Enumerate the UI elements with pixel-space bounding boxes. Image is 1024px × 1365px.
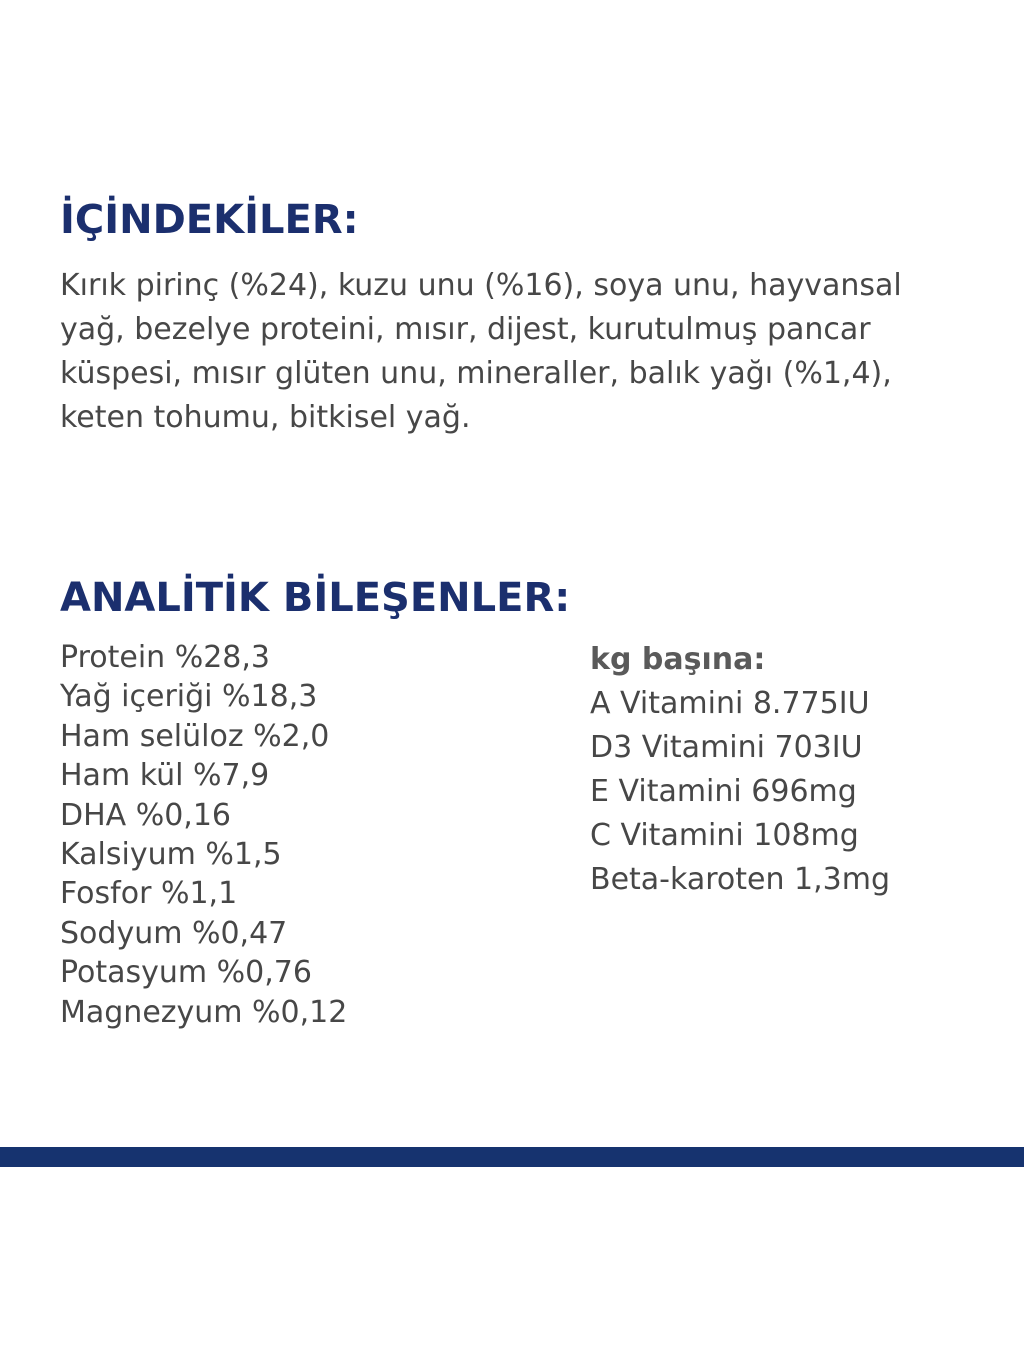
list-item: Ham kül %7,9 — [60, 758, 270, 794]
ingredients-text: Kırık pirinç (%24), kuzu unu (%16), soya unu, hayvansal yağ, bezelye proteini, mısır, dijest, kurutulmuş pancar küspesi, mısır glüten unu, mineraller, balık yağı (%1,4), keten tohumu, bitkisel yağ. — [60, 268, 902, 435]
per-kg-label: kg başına: — [590, 642, 766, 677]
list-item: Kalsiyum %1,5 — [60, 837, 282, 873]
list-item: Protein %28,3 — [60, 640, 270, 675]
analytics-heading: ANALİTİK BİLEŞENLER: — [60, 575, 571, 621]
bottom-accent-bar — [0, 1147, 1024, 1167]
list-item: A Vitamini 8.775IU — [590, 686, 870, 721]
list-item: Sodyum %0,47 — [60, 915, 288, 951]
list-item: Fosfor %1,1 — [60, 876, 238, 912]
list-item: Ham selüloz %2,0 — [60, 718, 330, 754]
per-kg-vitamins-list — [590, 638, 890, 902]
list-item: Yağ içeriği %18,3 — [60, 679, 318, 715]
list-item: E Vitamini 696mg — [590, 774, 857, 809]
list-item: Magnezyum %0,12 — [60, 994, 348, 1030]
list-item: Potasyum %0,76 — [60, 955, 312, 991]
list-item: C Vitamini 108mg — [590, 818, 859, 853]
list-item: D3 Vitamini 703IU — [590, 730, 863, 765]
analytic-components-list — [60, 638, 347, 1032]
list-item: Beta-karoten 1,3mg — [590, 862, 891, 897]
list-item: DHA %0,16 — [60, 797, 232, 833]
ingredients-heading: İÇİNDEKİLER: — [60, 197, 359, 243]
